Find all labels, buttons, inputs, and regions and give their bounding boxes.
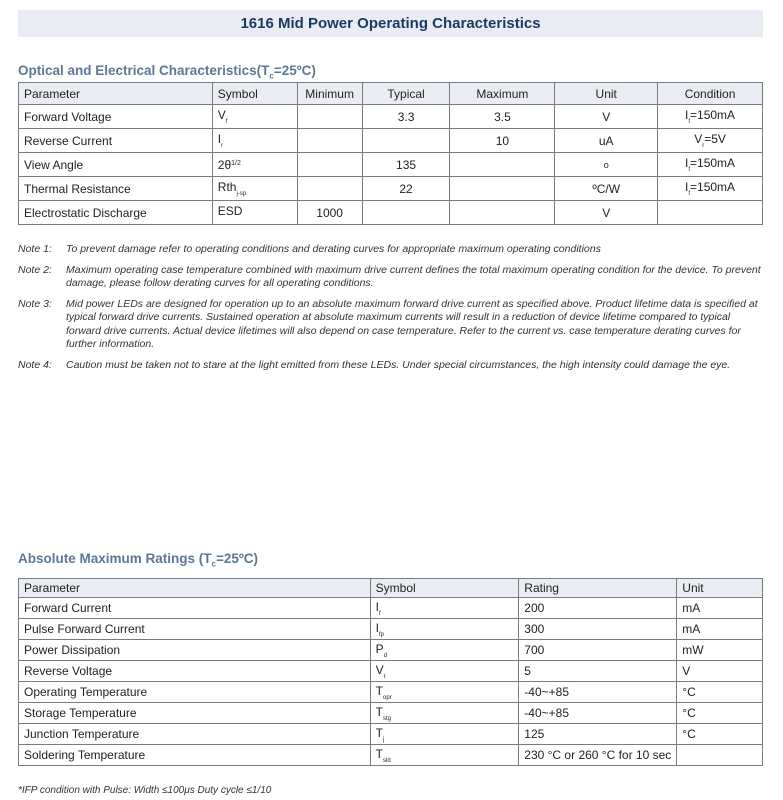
- symbol-subscript: j: [383, 736, 385, 743]
- unit-cell: mA: [677, 598, 763, 619]
- unit-cell: V: [677, 661, 763, 682]
- symbol-text: ESD: [217, 204, 243, 218]
- rating-cell: -40~+85: [519, 703, 677, 724]
- parameter-cell: Forward Voltage: [19, 105, 213, 129]
- minimum-cell: 1000: [297, 201, 362, 225]
- condition-cell: [658, 129, 763, 153]
- symbol-text: V: [217, 108, 226, 122]
- table-row: [19, 105, 763, 129]
- table-row: [19, 177, 763, 201]
- page-title: [18, 10, 763, 37]
- condition-prefix: I: [685, 180, 689, 194]
- symbol-cell: [370, 661, 519, 682]
- symbol-text: Rth: [217, 180, 237, 194]
- symbol-cell: [370, 724, 519, 745]
- note-label: Note 3:: [18, 297, 52, 310]
- symbol-cell: [370, 682, 519, 703]
- optical-title-end: =25ºC): [273, 63, 316, 78]
- unit-cell: mW: [677, 640, 763, 661]
- condition-subscript: r: [702, 143, 705, 149]
- unit-cell: mA: [677, 619, 763, 640]
- table-row: [19, 598, 763, 619]
- parameter-cell: Forward Current: [19, 598, 371, 619]
- header-maximum: Maximum: [450, 83, 555, 105]
- condition-prefix: V: [694, 132, 703, 146]
- maximum-cell: [450, 153, 555, 177]
- maximum-cell: 3.5: [450, 105, 555, 129]
- unit-cell: uA: [555, 129, 658, 153]
- note-item: [18, 359, 763, 373]
- maximum-cell: 10: [450, 129, 555, 153]
- unit-cell: V: [555, 201, 658, 225]
- maximum-cell: [450, 177, 555, 201]
- absolute-header-row: [19, 579, 763, 598]
- absolute-ratings-table: [18, 578, 763, 766]
- symbol-subscript: 1/2: [231, 159, 241, 167]
- symbol-text: 2θ: [217, 157, 232, 172]
- parameter-cell: Pulse Forward Current: [19, 619, 371, 640]
- symbol-text: P: [375, 641, 384, 656]
- optical-header-row: [19, 83, 763, 105]
- symbol-subscript: r: [383, 673, 386, 680]
- notes-section: [18, 243, 763, 379]
- rating-cell: 700: [519, 640, 677, 661]
- condition-prefix: I: [685, 108, 689, 122]
- table-row: [19, 640, 763, 661]
- parameter-cell: Junction Temperature: [19, 724, 371, 745]
- header-symbol: Symbol: [212, 83, 297, 105]
- unit-cell: °C: [677, 703, 763, 724]
- condition-prefix: I: [685, 156, 689, 170]
- optical-title-sub: c: [269, 71, 274, 81]
- table-row: [19, 201, 763, 225]
- typical-cell: [362, 129, 450, 153]
- minimum-cell: [297, 153, 362, 177]
- minimum-cell: [297, 129, 362, 153]
- condition-subscript: f: [688, 119, 691, 125]
- unit-cell: ºC/W: [555, 177, 658, 201]
- parameter-cell: Power Dissipation: [19, 640, 371, 661]
- parameter-cell: Operating Temperature: [19, 682, 371, 703]
- absolute-title-main: Absolute Maximum Ratings (T: [18, 551, 212, 566]
- rating-cell: 125: [519, 724, 677, 745]
- typical-cell: 22: [362, 177, 450, 201]
- condition-value: =5V: [704, 132, 726, 146]
- symbol-cell: [370, 619, 519, 640]
- typical-cell: 135: [362, 153, 450, 177]
- symbol-cell: [212, 129, 297, 153]
- symbol-cell: [370, 703, 519, 724]
- unit-cell: °C: [677, 682, 763, 703]
- header-parameter: Parameter: [19, 579, 371, 598]
- typical-cell: [362, 201, 450, 225]
- condition-value: =150mA: [690, 180, 736, 194]
- maximum-cell: [450, 201, 555, 225]
- note-label: Note 1:: [18, 243, 52, 255]
- unit-cell: o: [555, 153, 658, 177]
- note-item: [18, 243, 763, 257]
- table-row: [19, 661, 763, 682]
- symbol-subscript: f: [379, 610, 381, 617]
- symbol-text: T: [375, 704, 384, 719]
- footnote: *IFP condition with Pulse: Width ≤100μs Duty cycle ≤1/10: [18, 785, 272, 796]
- condition-cell: [658, 201, 763, 225]
- unit-cell: V: [555, 105, 658, 129]
- minimum-cell: [297, 105, 362, 129]
- symbol-subscript: opr: [383, 694, 392, 701]
- unit-cell: [677, 745, 763, 766]
- note-label: Note 4:: [18, 358, 52, 371]
- table-row: [19, 724, 763, 745]
- symbol-subscript: j-sp: [236, 191, 247, 197]
- parameter-cell: Electrostatic Discharge: [19, 201, 213, 225]
- symbol-text: I: [217, 132, 222, 146]
- note-text: Caution must be taken not to stare at the light emitted from these LEDs. Under special circumstances, the high intensity could damage the eye.: [66, 358, 731, 371]
- parameter-cell: Storage Temperature: [19, 703, 371, 724]
- symbol-subscript: stg: [383, 715, 392, 722]
- symbol-text: I: [375, 620, 380, 635]
- note-item: [18, 264, 763, 291]
- symbol-subscript: fp: [379, 631, 385, 638]
- rating-cell: 230 °C or 260 °C for 10 sec: [519, 745, 677, 766]
- symbol-cell: [370, 598, 519, 619]
- condition-value: =150mA: [690, 156, 736, 170]
- table-row: [19, 153, 763, 177]
- optical-title-main: Optical and Electrical Characteristics(T: [18, 63, 270, 78]
- symbol-subscript: r: [221, 143, 224, 149]
- parameter-cell: Thermal Resistance: [19, 177, 213, 201]
- header-minimum: Minimum: [297, 83, 362, 105]
- rating-cell: 200: [519, 598, 677, 619]
- header-condition: Condition: [658, 83, 763, 105]
- table-row: [19, 703, 763, 724]
- rating-cell: -40~+85: [519, 682, 677, 703]
- symbol-text: T: [375, 746, 384, 761]
- symbol-cell: [212, 177, 297, 201]
- parameter-cell: Reverse Voltage: [19, 661, 371, 682]
- absolute-title-sub: c: [211, 559, 216, 569]
- symbol-cell: [370, 640, 519, 661]
- note-text: To prevent damage refer to operating conditions and derating curves for appropriate maximum operating conditions: [66, 243, 601, 255]
- absolute-section-title: [18, 551, 258, 569]
- parameter-cell: Reverse Current: [19, 129, 213, 153]
- symbol-cell: [370, 745, 519, 766]
- header-rating: Rating: [519, 579, 677, 598]
- page-title-text: 1616 Mid Power Operating Characteristics: [240, 15, 541, 32]
- table-row: [19, 745, 763, 766]
- condition-cell: [658, 105, 763, 129]
- symbol-cell: [212, 201, 297, 225]
- condition-subscript: f: [688, 167, 691, 173]
- note-text: Mid power LEDs are designed for operation up to an absolute maximum forward drive current as specified above. Product lifetime data is specified at typical forward drive currents. Sustained operation at absolute maximum currents will result in a reduction of device lifetime compared to typical forward drive currents. Actual device lifetimes will also depend on case temperature. Refer to the current vs. case temperature derating curves for further information.: [66, 297, 758, 350]
- optical-section-title: [18, 63, 316, 81]
- optical-characteristics-table: [18, 82, 763, 225]
- header-unit: Unit: [555, 83, 658, 105]
- note-label: Note 2:: [18, 263, 52, 276]
- header-symbol: Symbol: [370, 579, 519, 598]
- symbol-text: V: [375, 662, 384, 677]
- header-typical: Typical: [362, 83, 450, 105]
- unit-cell: °C: [677, 724, 763, 745]
- condition-value: =150mA: [690, 108, 736, 122]
- absolute-title-end: =25ºC): [215, 551, 259, 566]
- table-row: [19, 619, 763, 640]
- rating-cell: 5: [519, 661, 677, 682]
- condition-cell: [658, 153, 763, 177]
- minimum-cell: [297, 177, 362, 201]
- symbol-text: I: [375, 599, 380, 614]
- condition-subscript: f: [688, 191, 691, 197]
- condition-cell: [658, 177, 763, 201]
- symbol-subscript: sld: [383, 757, 391, 764]
- symbol-subscript: d: [383, 652, 388, 659]
- symbol-cell: [212, 153, 297, 177]
- table-row: [19, 129, 763, 153]
- rating-cell: 300: [519, 619, 677, 640]
- note-text: Maximum operating case temperature combined with maximum drive current defines the total maximum operating condition for the device. To prevent damage, please follow derating curves for all operating conditions.: [66, 263, 761, 289]
- typical-cell: 3.3: [362, 105, 450, 129]
- parameter-cell: Soldering Temperature: [19, 745, 371, 766]
- symbol-text: T: [375, 683, 384, 698]
- note-item: [18, 298, 763, 352]
- parameter-cell: View Angle: [19, 153, 213, 177]
- symbol-subscript: f: [225, 119, 228, 125]
- header-unit: Unit: [677, 579, 763, 598]
- symbol-text: T: [375, 725, 384, 740]
- header-parameter: Parameter: [19, 83, 213, 105]
- table-row: [19, 682, 763, 703]
- symbol-cell: [212, 105, 297, 129]
